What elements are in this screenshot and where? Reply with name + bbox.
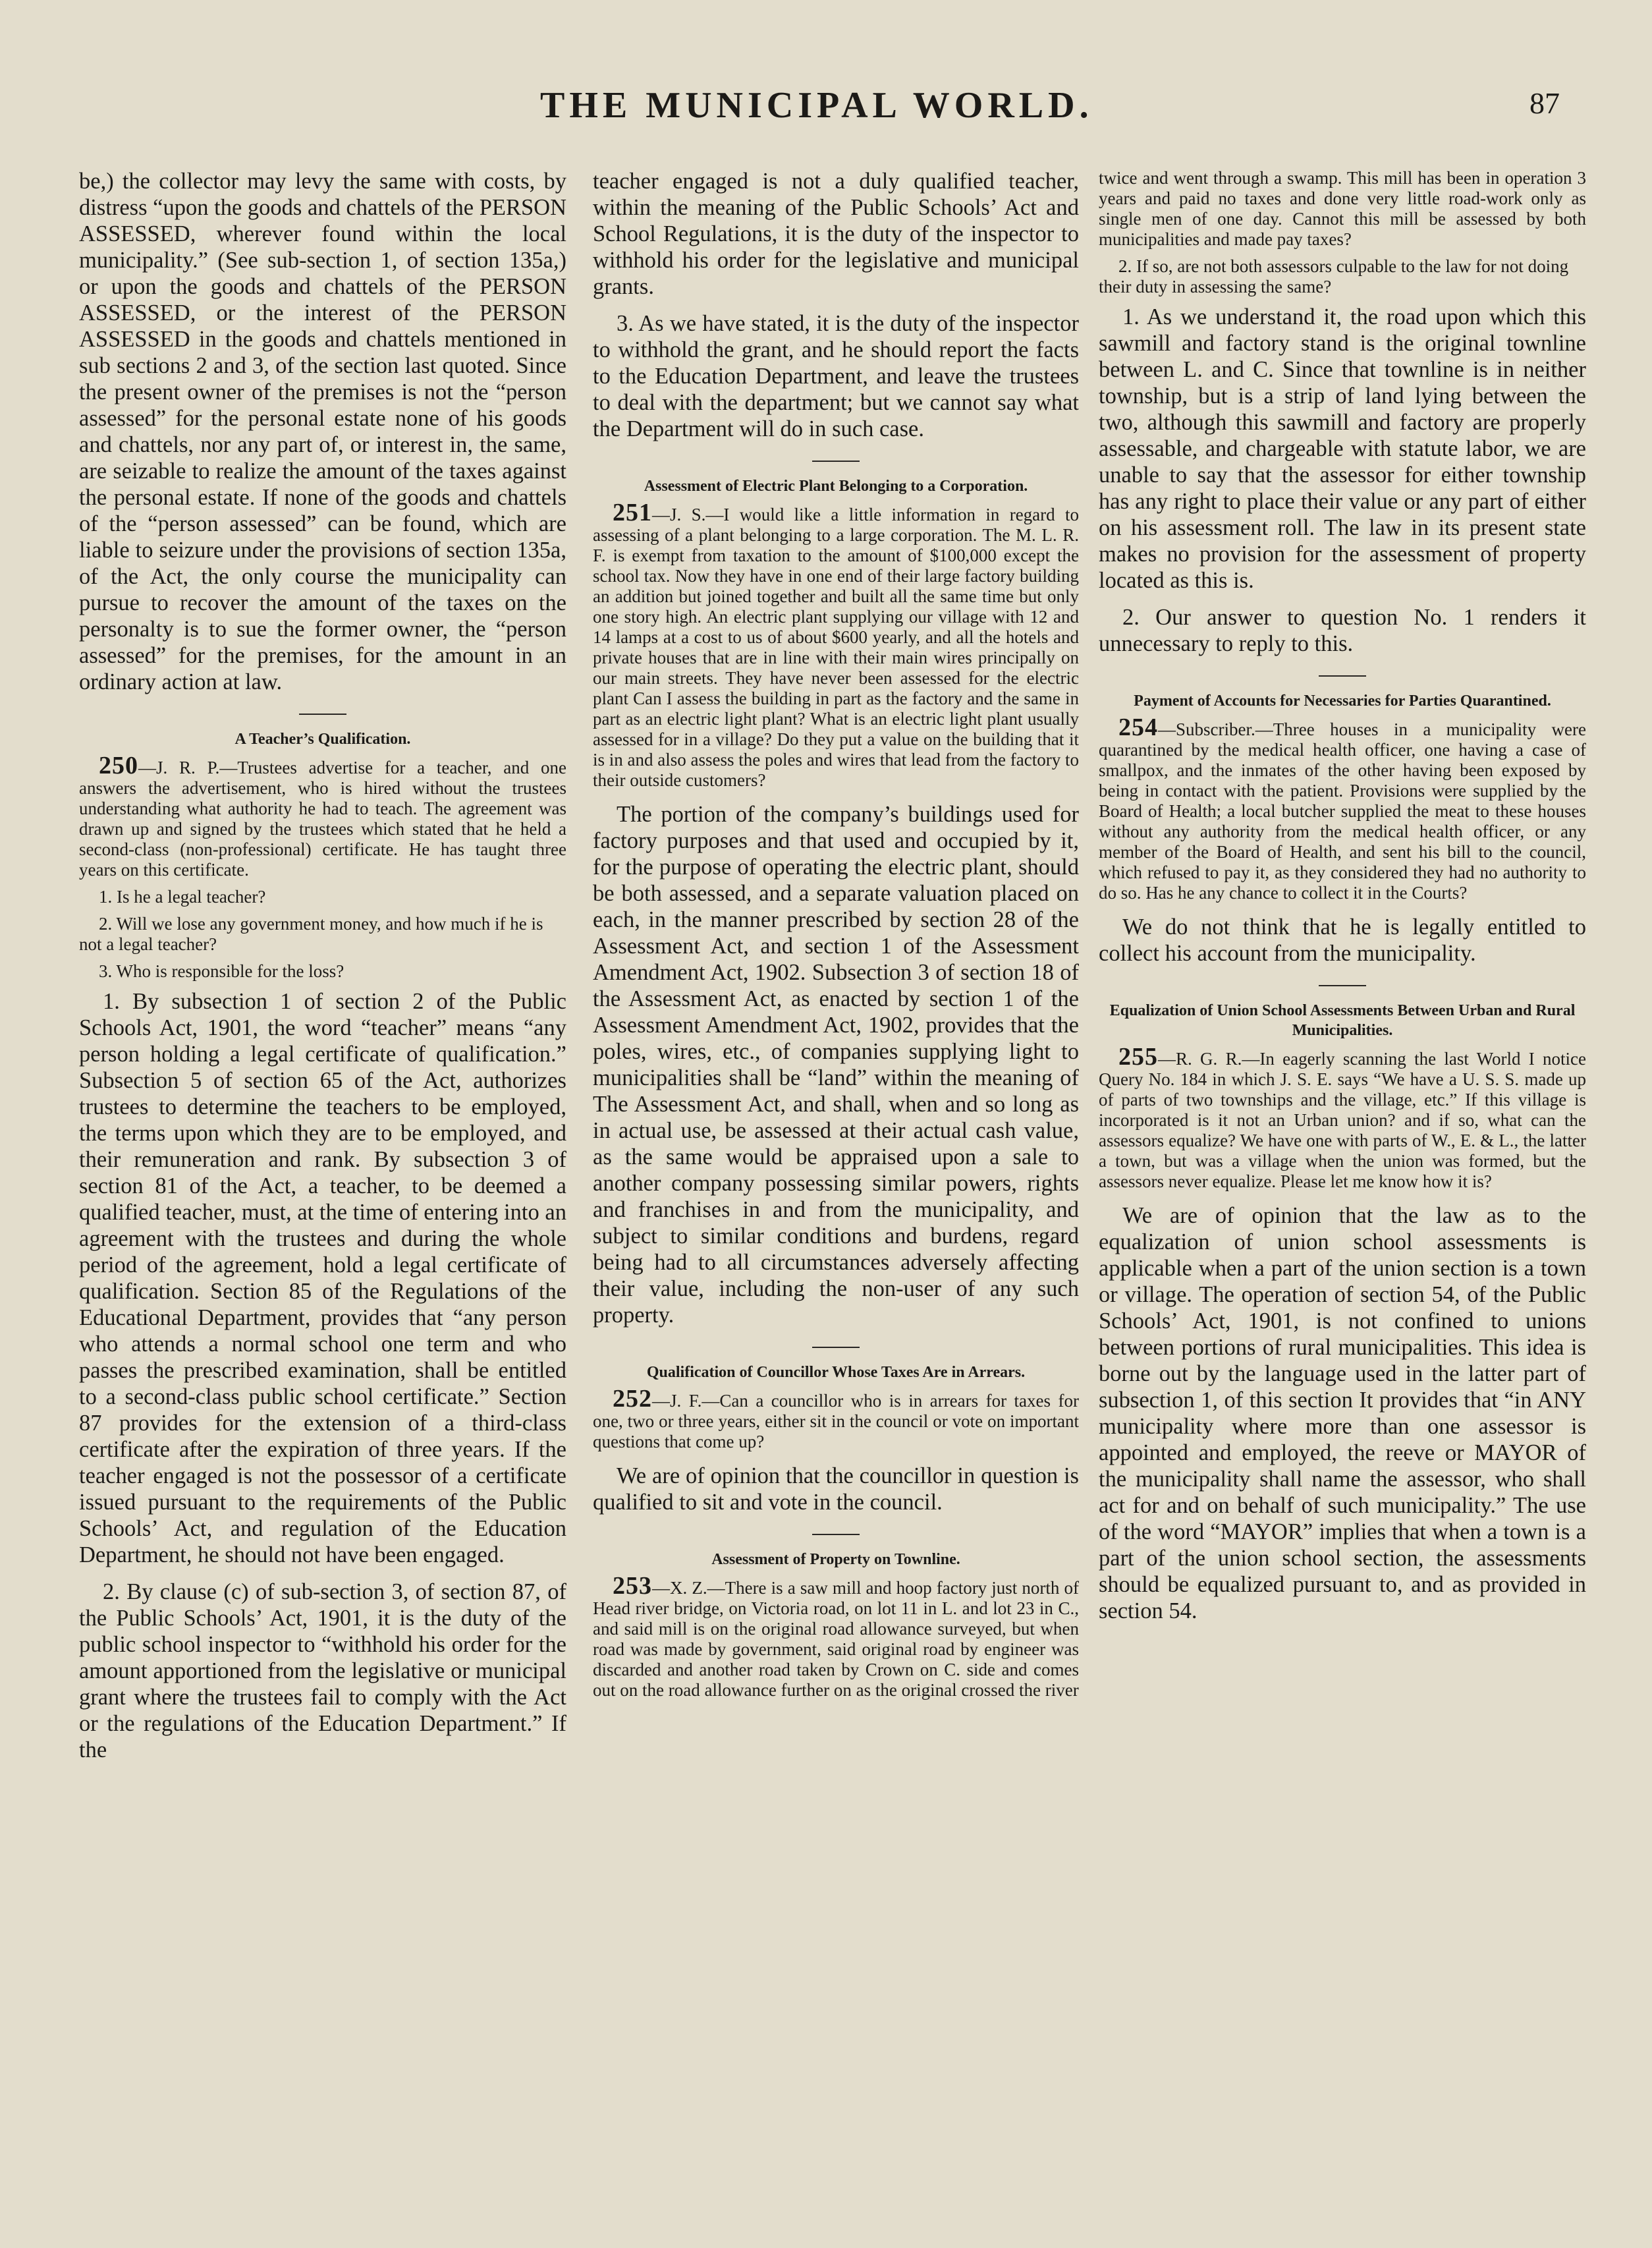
query-heading-253: Assessment of Property on Townline. (711, 1551, 960, 1568)
answer-250-1: 1. By subsection 1 of section 2 of the Public Schools Act, 1901, the word “teacher” means “any person holding a legal certificate of qualification.” Subsection 5 of section 65 of the Act, authorizes trustees to determine the teachers to be employed, the terms upon which they are to be employed, and their remuneration and rank. By subsection 3 of section 81 of the Act, a teacher, to be deemed a qualified teacher, must, at the time of entering into an agreement with the trustees and during the whole period of the agreement, hold a legal certificate of qualification. Section 85 of the Regulations of the Educational Department, provides that “any person who attends a normal school one term and who passes the prescribed examination, shall be entitled to a second-class public school certificate.” Section 87 provides for the extension of a third-class certificate after the expiration of three years. If the teacher engaged is not the possessor of a certificate issued pursuant to the requirements of the Public Schools’ Act, and regulation of the Education Department, he should not have been engaged. (79, 989, 566, 1567)
query-text: —Subscriber.—Three houses in a municipality were quarantined by the medical health officer, one having a case of smallpox, and the inmates of the other having been exposed by being in contact with the patient. Provisions were supplied by the Board of Health; a local butcher supplied the meat to these houses without any authority from the medical health officer, or any member of the Board of Health, and sent his bill to the council, which refused to pay it, as they considered they had no authority to do so. Has he any chance to collect it in the Courts? (1099, 719, 1586, 903)
answer-251: The portion of the company’s buildings used for factory purposes and that used and occupied by it, for the purpose of operating the electric plant, should be both assessed, and a separate valuation placed on each, in the manner prescribed by section 28 of the Assessment Act, and section 1 of the Assessment Amendment Act, 1902. Subsection 3 of section 18 of the Assessment Act, as enacted by section 1 of the Assessment Amendment Act, 1902, provides that the poles, wires, etc., of companies supplying light to municipalities shall be “land” within the meaning of The Assessment Act, and shall, when and so long as in actual use, be assessed at their actual cash value, as the same would be appraised upon a sale to another company possessing similar powers, rights and franchises in and from the municipality, and subject to similar conditions and burdens, regard being had to all circumstances adversely affecting their value, including the non-user of any such property. (593, 802, 1079, 1328)
query-text: —X. Z.—There is a saw mill and hoop factory just north of Head river bridge, on Victoria road, on lot 11 in L. and lot 23 in C., and said mill is on the original road allowance surveyed, but when road was made by government, said original road by engineer was discarded and another road taken by Crown on C. side and comes out on the road allowance further on as the original crossed the river (593, 1578, 1079, 1700)
section-divider (1319, 675, 1366, 677)
section-divider (1319, 985, 1366, 986)
query-number: 251 (613, 499, 652, 526)
query-number: 255 (1118, 1043, 1158, 1071)
section-divider (299, 714, 346, 715)
query-number: 252 (613, 1385, 652, 1413)
page-title: THE MUNICIPAL WORLD. (540, 85, 1093, 126)
query-250-sub-2: 2. Will we lose any government money, and how much if he is not a legal teacher? (79, 914, 543, 954)
query-253-continued: twice and went through a swamp. This mill has been in operation 3 years and paid no taxes and done very little road-work only as single men of one day. Cannot this mill be assessed by both municipalities and made pay taxes? (1099, 168, 1586, 249)
query-254 (1099, 714, 1586, 903)
query-252 (593, 1385, 1079, 1452)
query-253-sub-2: 2. If so, are not both assessors culpable to the law for not doing their duty in assessing the same? (1099, 256, 1569, 296)
page-number: 87 (1529, 86, 1560, 120)
query-251 (593, 499, 1079, 791)
query-253 (593, 1572, 1079, 1700)
query-heading-251: Assessment of Electric Plant Belonging to a Corporation. (644, 478, 1028, 495)
query-number: 254 (1118, 714, 1158, 741)
query-number: 250 (99, 752, 138, 779)
query-heading-254: Payment of Accounts for Necessaries for Parties Quarantined. (1134, 692, 1551, 710)
query-text: —J. R. P.—Trustees advertise for a teacher, and one answers the advertisement, who is hired without the trustees understanding what authority he had to teach. The agreement was drawn up and signed by the trustees which stated that he held a second-class (non-professional) certificate. He has taught three years on this certificate. (79, 758, 566, 880)
answer-253-1: 1. As we understand it, the road upon which this sawmill and factory stand is the original townline between L. and C. Since that townline is in neither township, but is a strip of land lying between the two, although this sawmill and factory are properly assessable, and chargeable with statute labor, we are unable to say that the assessor for either township has any right to place their value or any part of either on his assessment roll. The law in its present state makes no provision for the assessment of property located as this is. (1099, 304, 1586, 593)
page-header (0, 79, 1652, 145)
answer-253-2: 2. Our answer to question No. 1 renders it unnecessary to reply to this. (1099, 605, 1586, 656)
answer-250-3: 3. As we have stated, it is the duty of the inspector to withhold the grant, and he should report the facts to the Education Department, and leave the trustees to deal with the department; but we cannot say what the Department will do in such case. (593, 311, 1079, 441)
query-250-sub-1: 1. Is he a legal teacher? (99, 887, 266, 907)
paragraph-continued: be,) the collector may levy the same with costs, by distress “upon the goods and chattels of the PERSON ASSESSED, wherever found within the local municipality.” (See sub-section 1, of section 135a,) or upon the goods and chattels of the PERSON ASSESSED, or the interest of the PERSON ASSESSED in the goods and chattels mentioned in sub sections 2 and 3, of the section last quoted. Since the present owner of the premises is not the “person assessed” for the personal estate none of his goods and chattels, nor any part of, or interest in, the same, are seizable to realize the amount of the taxes against the personal estate. If none of the goods and chattels of the “person assessed” can be found, which are liable to seizure under the provisions of section 135a, of the Act, the only course the municipality can pursue to recover the amount of the taxes on the personalty is to sue the former owner, the “person assessed” for the premises, for the amount in an ordinary action at law. (79, 169, 566, 694)
query-text: —J. F.—Can a councillor who is in arrears for taxes for one, two or three years, either sit in the council or vote on important questions that come up? (593, 1391, 1079, 1451)
answer-254: We do not think that he is legally entitled to collect his account from the municipality. (1099, 914, 1586, 966)
query-number: 253 (613, 1572, 652, 1600)
query-text: —J. S.—I would like a little information in regard to assessing of a plant belonging to a large corporation. The M. L. R. F. is exempt from taxation to the amount of $100,000 except the school tax. Now they have in one end of their large factory building an addition but joined together and built all the same time but only one story high. An electric plant supplying our village with 12 and 14 lamps at a cost to us of about $600 yearly, and all the hotels and private houses that are in line with their main wires principally on our main streets. They have never been assessed for the electric plant Can I assess the building in part as the factory and the same in part as an electric light plant? What is an electric light plant usually assessed for in a village? Do they put a value on the building that it is in and also assess the poles and wires that lead from the factory to their outside customers? (593, 505, 1079, 790)
answer-255: We are of opinion that the law as to the equalization of union school assessments is applicable when a part of the union section is a town or village. The operation of section 54, of the Public Schools’ Act, 1901, is not confined to unions between portions of rural municipalities. This idea is borne out by the language used in the latter part of subsection 1, of this section It provides that “in ANY municipality where more than one assessor is appointed and employed, the reeve or MAYOR of the municipality shall name the assessor, who shall act for and on behalf of such municipality.” The use of the word “MAYOR” implies that when a town is a part of the union school section, the assessments should be equalized pursuant to, and as provided in section 54. (1099, 1203, 1586, 1623)
query-250-sub-3: 3. Who is responsible for the loss? (99, 961, 344, 981)
query-heading-255: Equalization of Union School Assessments Between Urban and Rural Municipalities. (1109, 1002, 1576, 1039)
column-1 (79, 168, 566, 2210)
section-divider (812, 461, 860, 462)
answer-252: We are of opinion that the councillor in question is qualified to sit and vote in the council. (593, 1463, 1079, 1515)
paragraph-continued: teacher engaged is not a duly qualified teacher, within the meaning of the Public Schools’ Act and School Regulations, it is the duty of the inspector to withhold his order for the legislative and municipal grants. (593, 169, 1079, 299)
query-text: —R. G. R.—In eagerly scanning the last World I notice Query No. 184 in which J. S. E. says “We have a U. S. S. made up of parts of two townships and the village, etc.” If this village is incorporated is it not an Urban union? and if so, what can the assessors equalize? We have one with parts of W., E. & L., the latter a town, but was a village when the union was formed, but the assessors never equalize. Please let me know how it is? (1099, 1049, 1586, 1191)
answer-250-2: 2. By clause (c) of sub-section 3, of section 87, of the Public Schools’ Act, 1901, it is the duty of the public school inspector to “withhold his order for the amount apportioned from the legislative or municipal grant where the trustees fail to comply with the Act or the regulations of the Education Department.” If the (79, 1579, 566, 1762)
query-heading-252: Qualification of Councillor Whose Taxes Are in Arrears. (646, 1364, 1026, 1381)
query-255 (1099, 1043, 1586, 1192)
column-3 (1099, 168, 1586, 2210)
section-divider (812, 1347, 860, 1348)
query-250 (79, 752, 566, 880)
section-divider (812, 1534, 860, 1535)
column-2 (593, 168, 1079, 2210)
query-heading-250: A Teacher’s Qualification. (234, 731, 411, 748)
